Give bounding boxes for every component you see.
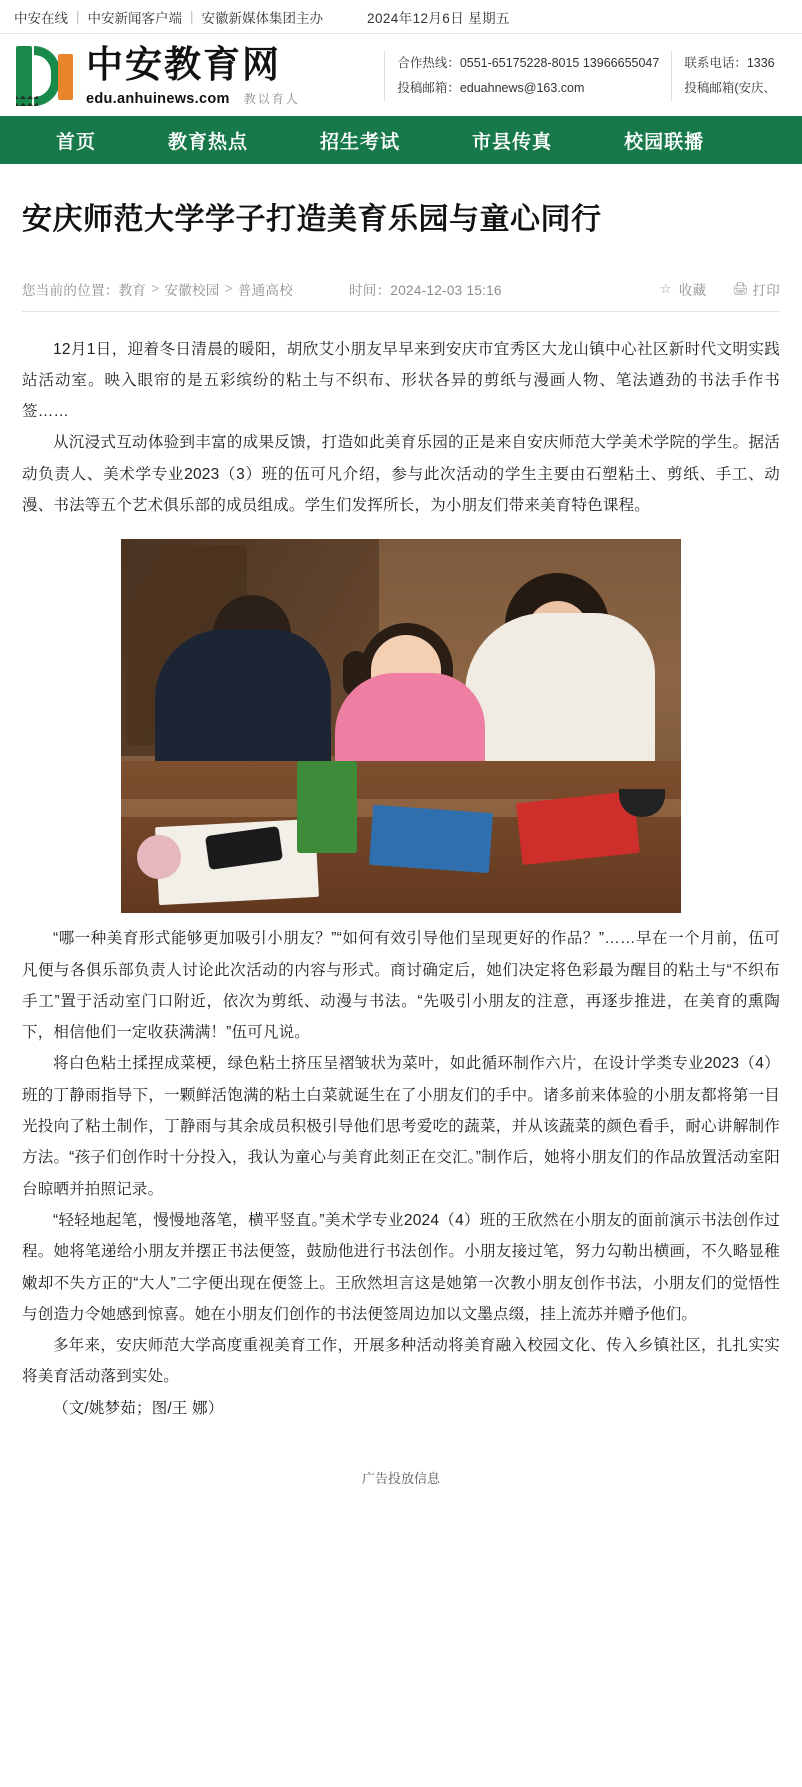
- paragraph-5: “轻轻地起笔，慢慢地落笔，横平竖直。”美术学专业2024（4）班的王欣然在小朋友的面前演示书法创作过程。她将笔递给小朋友并摆正书法便签，鼓励他进行书法创作。小朋友接过笔，努力勾勒出横画，不久略显稚嫩却不失方正的“大人”二字便出现在便签上。王欣然坦言这是她第一次教小朋友创作书法，小朋友们的觉悟性与创造力令她感到惊喜。她在小朋友们创作的书法便签周边加以文墨点缀，挂上流苏并赠予他们。: [22, 1211, 780, 1323]
- breadcrumb-separator-2: >: [224, 281, 233, 296]
- favorite-button[interactable]: [659, 279, 707, 299]
- site-domain: edu.anhuinews.com: [86, 91, 230, 108]
- paragraph-2: 从沉浸式互动体验到丰富的成果反馈，打造如此美育乐园的正是来自安庆师范大学美术学院的学生。据活动负责人、美术学专业2023（3）班的伍可凡介绍，参与此次活动的学生主要由石塑粘土、剪纸、手工、动漫、书法等五个艺术俱乐部的成员组成。学生们发挥所长，为小朋友们带来美育特色课程。: [22, 434, 780, 514]
- article-figure: [22, 539, 780, 913]
- logo-text: [86, 41, 300, 108]
- nav-home[interactable]: 首页: [56, 131, 97, 153]
- article-meta-bar: [22, 279, 780, 312]
- top-link-zaionline[interactable]: 中安在线: [14, 10, 68, 26]
- breadcrumb-separator-1: >: [151, 281, 160, 296]
- top-link-publisher: 安徽新媒体集团主办: [201, 10, 324, 26]
- publish-time-label: 时间：: [349, 282, 391, 298]
- top-bar: [0, 0, 802, 34]
- top-link-separator-2: |: [190, 9, 194, 24]
- contact-email: 投稿邮箱：eduahnews@163.com: [397, 81, 585, 95]
- top-bar-date: 2024年12月6日 星期五: [367, 10, 510, 26]
- print-button[interactable]: [732, 279, 780, 299]
- site-title: 中安教育网: [86, 41, 281, 86]
- site-logo[interactable]: [14, 41, 300, 108]
- nav-local[interactable]: 市县传真: [472, 131, 553, 153]
- contact-email-2: 投稿邮箱(安庆、: [684, 81, 776, 95]
- top-link-news-app[interactable]: 中安新闻客户端: [87, 10, 183, 26]
- paragraph-3: “哪一种美育形式能够更加吸引小朋友？”“如何有效引导他们呈现更好的作品？”……早在一个月前，伍可凡便与各俱乐部负责人讨论此次活动的内容与形式。商讨确定后，她们决定将色彩最为醒目的粘土与“不织布手工”置于活动室门口附近，依次为剪纸、动漫与书法。“先吸引小朋友的注意，再逐步推进，在美育的熏陶下，相信他们一定收获满满！”伍可凡说。: [22, 930, 780, 1042]
- masthead: [0, 34, 802, 116]
- breadcrumb-item-education[interactable]: 教育: [118, 282, 147, 298]
- footer-ad-label: 广告投放信息: [361, 1471, 440, 1487]
- publish-time-value: 2024-12-03 15:16: [390, 282, 502, 298]
- main-navigation: [0, 116, 802, 164]
- breadcrumb-label: 您当前的位置：: [22, 282, 119, 298]
- contact-hotline: 合作热线：0551-65175228-8015 13966655047: [397, 56, 660, 70]
- printer-icon: 🖨: [732, 280, 750, 296]
- contact-block-left: [384, 51, 671, 101]
- star-icon: ☆: [659, 280, 672, 296]
- contact-phone-2: 联系电话：1336: [684, 56, 775, 70]
- article-photo: [121, 539, 681, 913]
- article-body: [22, 334, 780, 1425]
- favorite-label: 收藏: [678, 282, 707, 298]
- paragraph-6: 多年来，安庆师范大学高度重视美育工作，开展多种活动将美育融入校园文化、传入乡镇社区，扎扎实实将美育活动落到实处。: [22, 1337, 780, 1386]
- top-link-separator-1: |: [76, 9, 80, 24]
- print-label: 打印: [752, 282, 780, 298]
- breadcrumb-item-anhui-campus[interactable]: 安徽校园: [164, 282, 220, 298]
- site-slogan: 教以育人: [243, 92, 300, 107]
- breadcrumb-item-universities[interactable]: 普通高校: [237, 282, 293, 298]
- breadcrumb: [119, 279, 293, 299]
- article-credit: （文/姚梦茹；图/王 娜）: [53, 1399, 224, 1417]
- logo-subline: [86, 90, 300, 107]
- top-bar-links: [14, 7, 323, 27]
- nav-hot[interactable]: 教育热点: [168, 131, 249, 153]
- publish-time: [349, 279, 502, 299]
- paragraph-4: 将白色粘土揉捏成菜梗，绿色粘土挤压呈褶皱状为菜叶，如此循环制作六片，在设计学类专业2023（4）班的丁静雨指导下，一颗鲜活饱满的粘土白菜就诞生在了小朋友们的手中。诸多前来体验的小朋友都将第一目光投向了粘土制作，丁静雨与其余成员积极引导他们思考爱吃的蔬菜，并从该蔬菜的颜色看手，耐心讲解制作方法。“孩子们创作时十分投入，我认为童心与美育此刻正在交汇。”制作后，她将小朋友们的作品放置活动室阳台晾晒并拍照记录。: [22, 1055, 780, 1198]
- nav-campus[interactable]: 校园联播: [624, 131, 705, 153]
- article: [0, 200, 802, 1493]
- contact-block-right: [671, 51, 788, 101]
- nav-exam[interactable]: 招生考试: [320, 131, 401, 153]
- page-title: 安庆师范大学学子打造美育乐园与童心同行: [22, 203, 602, 236]
- paragraph-1: 12月1日，迎着冬日清晨的暖阳，胡欣艾小朋友早早来到安庆市宜秀区大龙山镇中心社区新时代文明实践站活动室。映入眼帘的是五彩缤纷的粘土与不织布、形状各异的剪纸与漫画人物、笔法遒劲的书法手作书签……: [22, 340, 780, 421]
- article-actions: [659, 279, 780, 299]
- logo-mark-icon: [14, 44, 76, 108]
- masthead-contact: [384, 44, 788, 108]
